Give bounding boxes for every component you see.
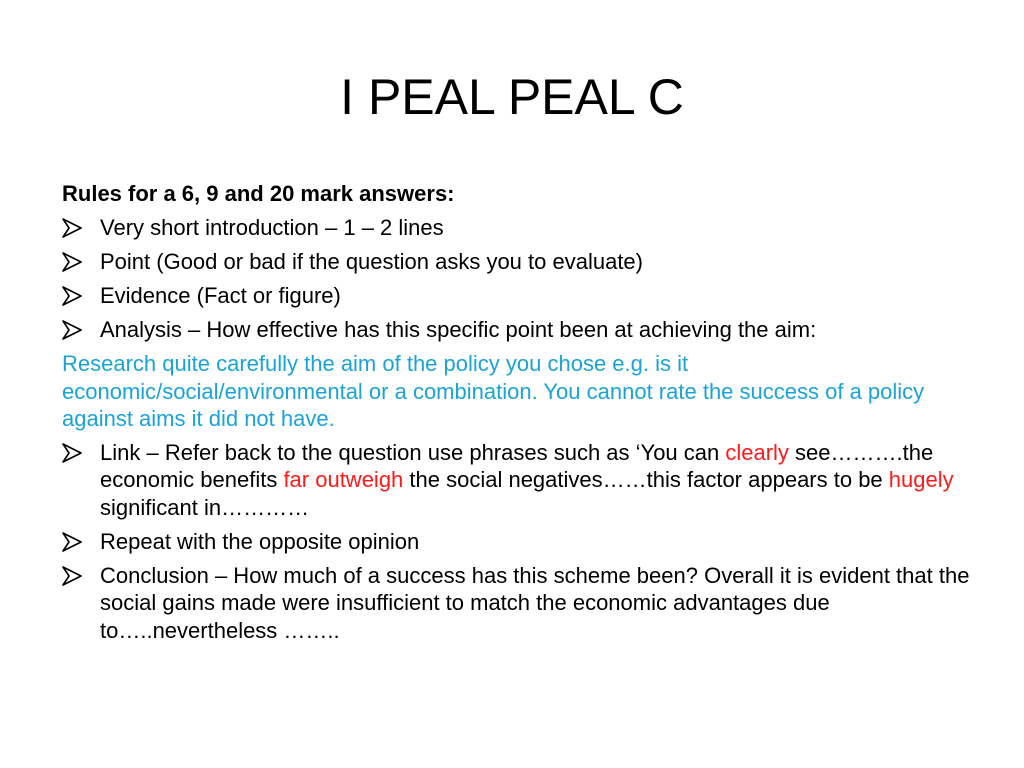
arrowhead-bullet-icon — [62, 566, 82, 586]
bullet-text: Evidence (Fact or figure) — [100, 283, 341, 308]
bullet-item — [62, 248, 982, 276]
bullet-item — [62, 282, 982, 310]
arrowhead-bullet-icon — [62, 320, 82, 340]
arrowhead-bullet-icon — [62, 532, 82, 552]
slide-content — [62, 180, 982, 651]
bullet-item — [62, 316, 982, 344]
emphasis-word: clearly — [725, 439, 789, 465]
bullet-text-part: significant in………… — [100, 494, 310, 520]
bullet-text: Analysis – How effective has this specific point been at achieving the aim: — [100, 317, 817, 342]
bullet-text-part: the social negatives……this factor appears to be — [403, 467, 889, 492]
bullet-text: Conclusion – How much of a success has this scheme been? Overall it is evident that the social gains made were insufficient to match the economic advantages due to…..nevertheless …….. — [100, 562, 970, 643]
bullet-text: Point (Good or bad if the question asks you to evaluate) — [100, 249, 643, 274]
emphasis-word: hugely — [888, 467, 954, 492]
emphasis-word: far outweigh — [283, 467, 404, 492]
bullet-text: Very short introduction – 1 – 2 lines — [100, 215, 444, 240]
bullet-item — [62, 528, 982, 556]
bullet-item-link — [62, 439, 982, 522]
bullet-text: Repeat with the opposite opinion — [100, 528, 420, 554]
bullet-text-part: Link – Refer back to the question use phrases such as ‘You can — [100, 439, 726, 465]
policy-aim-note: Research quite carefully the aim of the policy you chose e.g. is it economic/social/environmental or a combination. You cannot rate the success of a policy against aims it did not have. — [62, 351, 925, 431]
bullet-item — [62, 214, 982, 242]
rules-heading: Rules for a 6, 9 and 20 mark answers: — [62, 181, 455, 206]
bullet-text-part: see……….the economic benefits — [100, 439, 934, 492]
arrowhead-bullet-icon — [62, 443, 82, 463]
arrowhead-bullet-icon — [62, 286, 82, 306]
arrowhead-bullet-icon — [62, 218, 82, 238]
bullet-item — [62, 562, 982, 645]
arrowhead-bullet-icon — [62, 252, 82, 272]
slide-title: I PEAL PEAL C — [340, 69, 684, 125]
